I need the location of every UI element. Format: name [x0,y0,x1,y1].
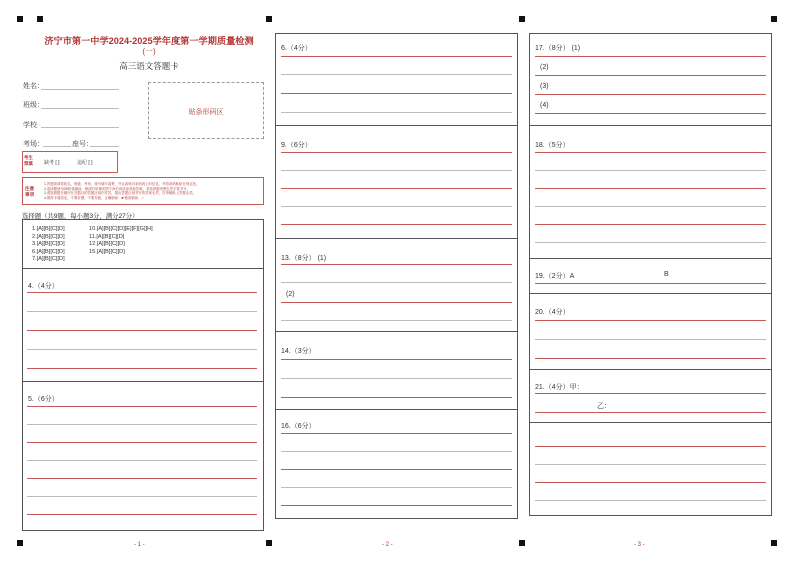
choice-item[interactable]: 10.[A][B][C][D][E][F][G][H] [89,226,153,232]
answer-line[interactable] [535,482,766,483]
answer-line[interactable] [281,505,512,506]
answer-line[interactable] [27,368,257,369]
question-21-label: 21.（4分）甲： [535,384,584,391]
section-divider [275,331,518,332]
question-6-label: 6.（4分） [281,45,312,52]
answer-line[interactable] [535,464,766,465]
answer-line[interactable] [281,206,512,207]
answer-line[interactable] [281,320,512,321]
alignment-mark [17,16,23,22]
answer-line[interactable] [281,93,512,94]
answer-line[interactable] [535,206,766,207]
notice-line: 3.请按照题号顺序在各题目的答题区域内作答，超出答题区域书写的答案无效，在草稿纸上答题无效。 [44,191,197,195]
room-field[interactable] [43,146,71,147]
answer-line[interactable] [27,424,257,425]
answer-line[interactable] [535,224,766,225]
answer-line[interactable] [281,152,512,153]
answer-line[interactable] [27,349,257,350]
panel-2-answer-box [275,33,518,519]
choice-item[interactable]: 6.[A][B][C][D] [32,248,65,255]
choice-col-2 [89,226,153,256]
answer-line[interactable] [281,112,512,113]
exam-title-sub: (一) [142,47,156,56]
panel-1-answer-box [22,219,264,531]
question-18-label: 18.（5分） [535,142,570,149]
page-number: - 3 - [634,542,645,548]
notice-line: 4.保持卡面清洁，不要折叠，不要弄破，正确填涂：■ 错误填涂：✓ [44,195,145,200]
page-number: - 1 - [134,542,145,548]
answer-line[interactable] [281,188,512,189]
notice-line: 1.答题前请将姓名、班级、考场、座号填写清楚，并认真核对条形码上的信息，并将条码粘贴在规定处。 [44,182,200,186]
answer-line[interactable] [27,406,257,407]
answer-line[interactable] [281,74,512,75]
answer-line[interactable] [281,397,512,398]
answer-line[interactable] [535,170,766,171]
seat-field[interactable] [90,146,119,147]
answer-line[interactable] [535,242,766,243]
answer-line[interactable] [535,94,766,95]
section-divider [22,268,264,269]
question-19-label: 19.（2分）A [535,273,575,280]
answer-line[interactable] [281,56,512,57]
seat-label: 座号： [72,141,93,148]
question-13-part2-label: (2) [286,291,295,298]
answer-line[interactable] [281,170,512,171]
answer-line[interactable] [281,264,512,265]
answer-line[interactable] [535,339,766,340]
exam-title: 济宁市第一中学2024-2025学年度第一学期质量检测 [44,36,254,46]
alignment-mark [771,540,777,546]
alignment-mark [771,16,777,22]
choice-item[interactable]: 12.[A][B][C][D] [89,241,125,248]
class-label: 班级： [23,102,44,109]
question-20-label: 20.（4分） [535,309,570,316]
answer-line[interactable] [281,302,512,303]
absent-checkbox[interactable]: 缺考 [ ] [44,160,60,166]
answer-line[interactable] [27,478,257,479]
choice-col-1 [32,226,65,264]
choice-item[interactable]: 1.[A][B][C][D] [32,226,65,232]
answer-line[interactable] [535,56,766,57]
answer-line[interactable] [27,514,257,515]
question-17-part4-label: (4) [540,102,549,109]
answer-line[interactable] [281,378,512,379]
answer-line[interactable] [281,282,512,283]
answer-line[interactable] [535,152,766,153]
answer-line[interactable] [535,446,766,447]
answer-line[interactable] [535,500,766,501]
question-17-part2-label: (2) [540,64,549,71]
answer-line[interactable] [27,460,257,461]
notice-line: 2.选择题使用2B铅笔填涂，修改时用橡皮擦干净后再选涂其他答案，非选择题用黑色签字笔书写。 [44,186,190,191]
exam-status-label: 考生 禁填 [24,155,33,166]
answer-line[interactable] [535,75,766,76]
section-divider [529,422,772,423]
answer-line[interactable] [27,311,257,312]
choice-item[interactable]: 15.[A][B][C][D] [89,248,125,255]
answer-line[interactable] [281,433,512,434]
card-subtitle: 高三语文答题卡 [119,61,179,71]
choice-item[interactable]: 2.[A][B][C][D] [32,233,65,240]
section-divider [529,258,772,259]
section-divider [275,125,518,126]
alignment-mark [519,16,525,22]
answer-line[interactable] [281,451,512,452]
school-label: 学校 [23,122,37,129]
answer-line[interactable] [535,283,766,284]
answer-line[interactable] [535,188,766,189]
section-divider [22,381,264,382]
section-divider [529,125,772,126]
school-field[interactable] [41,127,119,128]
answer-line[interactable] [281,359,512,360]
cheat-checkbox[interactable]: 违纪 [ ] [77,160,93,166]
answer-line[interactable] [27,496,257,497]
choice-heading: 选择题（共9题，每小题3分，满分27分） [22,213,139,220]
answer-line[interactable] [535,393,766,394]
answer-line[interactable] [281,487,512,488]
section-divider [529,293,772,294]
answer-line[interactable] [535,412,766,413]
notice-lines [44,182,262,200]
question-13-label: 13.（8分） (1) [281,255,327,262]
alignment-mark [37,16,43,22]
question-4-label: 4.（4分） [28,283,59,290]
section-divider [529,369,772,370]
question-9-label: 9.（6分） [281,142,312,149]
choice-item[interactable]: 7.[A][B][C][D] [32,256,65,263]
question-16-label: 16.（6分） [281,423,316,430]
alignment-mark [17,540,23,546]
choice-item[interactable]: 3.[A][B][C][D] [32,241,65,248]
answer-line[interactable] [535,358,766,359]
answer-line[interactable] [535,320,766,321]
answer-line[interactable] [281,224,512,225]
page-number: - 2 - [382,542,393,548]
answer-line[interactable] [27,292,257,293]
question-14-label: 14.（3分） [281,348,316,355]
alignment-mark [266,540,272,546]
name-field[interactable] [41,89,119,90]
answer-line[interactable] [535,113,766,114]
question-17-part3-label: (3) [540,83,549,90]
alignment-mark [519,540,525,546]
question-21-b-label: 乙： [597,403,611,410]
section-divider [275,409,518,410]
notice-label: 注意 事项 [25,186,35,197]
answer-line[interactable] [27,330,257,331]
question-19-b-label: B [664,271,669,278]
question-17-label: 17.（8分） (1) [535,45,581,52]
answer-line[interactable] [27,442,257,443]
answer-line[interactable] [281,469,512,470]
barcode-label: 贴条形码区 [188,109,224,116]
room-label: 考场： [23,141,44,148]
question-5-label: 5.（6分） [28,396,59,403]
section-divider [275,238,518,239]
choice-item[interactable]: 11.[A][B][C][D] [89,233,125,240]
class-field[interactable] [41,108,119,109]
alignment-mark [266,16,272,22]
name-label: 姓名： [23,83,44,90]
